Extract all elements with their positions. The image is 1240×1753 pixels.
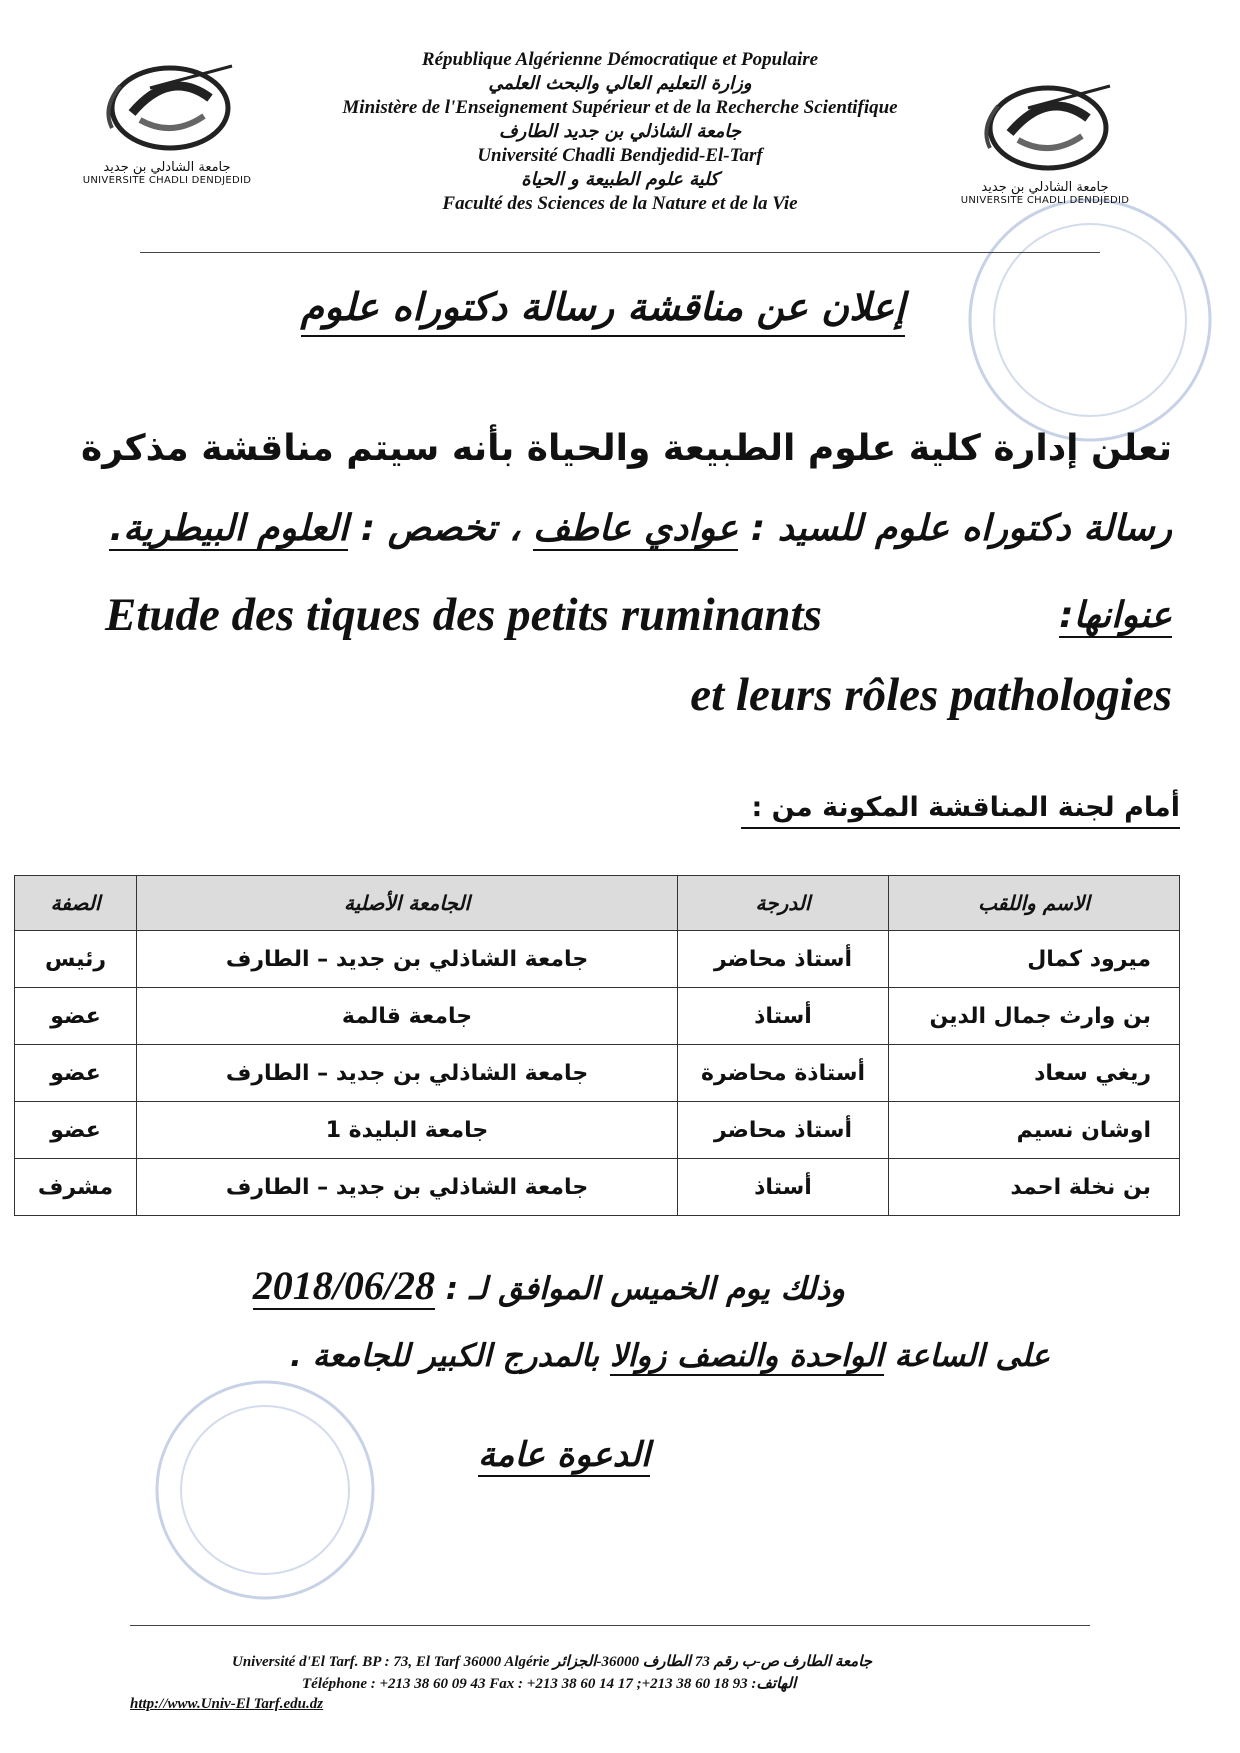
- ministry-french: Ministère de l'Enseignement Supérieur et de la Recherche Scientifique: [342, 97, 898, 118]
- university-arabic: جامعة الشاذلي بن جديد الطارف: [498, 121, 741, 142]
- table-header-row: [15, 876, 1180, 931]
- faculty-arabic: كلية علوم الطبيعة و الحياة: [521, 169, 719, 190]
- defense-location: بالمدرج الكبير للجامعة .: [290, 1338, 600, 1374]
- footer-phones: Téléphone : +213 38 60 09 43 Fax : +213 38 60 14 17 ;+213 38 60 18 93 :الهاتف: [302, 1676, 797, 1692]
- thesis-title-label: [1059, 595, 1172, 636]
- header-role: الصفة: [15, 876, 137, 931]
- thesis-title-line-2: et leurs rôles pathologies: [690, 669, 1172, 721]
- faculty-french: Faculté des Sciences de la Nature et de la Vie: [442, 193, 798, 214]
- member-grade: أستاذ محاضر: [678, 1102, 889, 1159]
- address-arabic: جامعة الطارف ص-ب رقم 73 الطارف 36000-الجزائر: [553, 1654, 873, 1670]
- member-role: رئيس: [15, 931, 137, 988]
- logo-left-arabic: جامعة الشادلي بن جديد: [103, 160, 231, 175]
- letterhead: [300, 48, 940, 216]
- footer-address: [232, 1652, 872, 1671]
- member-grade: أستاذ محاضر: [678, 931, 889, 988]
- logo-right-french: UNIVERSITE CHADLI DENDJEDID: [960, 195, 1130, 206]
- university-emblem-icon: [970, 78, 1120, 178]
- line-2-mid: ، تخصص :: [360, 508, 521, 549]
- member-role: عضو: [15, 1045, 137, 1102]
- member-role: عضو: [15, 1102, 137, 1159]
- table-row: [15, 1102, 1180, 1159]
- member-grade: أستاذ: [678, 988, 889, 1045]
- ministry-arabic: وزارة التعليم العالي والبحث العلمي: [488, 73, 752, 94]
- defense-time: الواحدة والنصف زوالا: [609, 1338, 884, 1374]
- member-name: اوشان نسيم: [889, 1102, 1180, 1159]
- time-prefix: على الساعة: [894, 1338, 1050, 1374]
- member-university: جامعة البليدة 1: [137, 1102, 678, 1159]
- committee-table: [14, 875, 1180, 1216]
- defense-time-line: [290, 1338, 1050, 1374]
- university-emblem-icon: [92, 58, 242, 158]
- announcement-line-1: تعلن إدارة كلية علوم الطبيعة والحياة بأنه سيتم مناقشة مذكرة: [81, 428, 1172, 469]
- candidate-name: عوادي عاطف: [533, 508, 739, 549]
- republic-name: République Algérienne Démocratique et Populaire: [421, 49, 819, 70]
- announcement-title: إعلان عن مناقشة رسالة دكتوراه علوم: [301, 285, 905, 337]
- member-name: ريغي سعاد: [889, 1045, 1180, 1102]
- header-grade: الدرجة: [678, 876, 889, 931]
- defense-date-line: [253, 1262, 845, 1309]
- table-row: [15, 1045, 1180, 1102]
- date-prefix: وذلك يوم الخميس الموافق لـ :: [445, 1271, 845, 1307]
- member-university: جامعة الشاذلي بن جديد – الطارف: [137, 1159, 678, 1216]
- title-label: عنوانها:: [1059, 595, 1172, 636]
- university-logo-left: [72, 58, 262, 186]
- member-university: جامعة الشاذلي بن جديد – الطارف: [137, 1045, 678, 1102]
- university-french: Université Chadli Bendjedid-El-Tarf: [477, 145, 763, 166]
- stamp-bottom-left-icon: [145, 1370, 385, 1610]
- public-invitation: الدعوة عامة: [478, 1435, 651, 1475]
- stamp-top-right-icon: [955, 185, 1225, 455]
- university-logo-right: [950, 78, 1140, 206]
- member-role: مشرف: [15, 1159, 137, 1216]
- table-row: [15, 1159, 1180, 1216]
- university-website-link[interactable]: http://www.Univ-El Tarf.edu.dz: [130, 1696, 324, 1712]
- member-name: ميرود كمال: [889, 931, 1180, 988]
- logo-right-arabic: جامعة الشادلي بن جديد: [981, 180, 1109, 195]
- member-university: جامعة الشاذلي بن جديد – الطارف: [137, 931, 678, 988]
- table-row: [15, 931, 1180, 988]
- footer-divider: [130, 1625, 1090, 1626]
- specialty: العلوم البيطرية.: [109, 508, 349, 549]
- header-university: الجامعة الأصلية: [137, 876, 678, 931]
- header-name: الاسم واللقب: [889, 876, 1180, 931]
- thesis-title-line-1: Etude des tiques des petits ruminants: [105, 589, 822, 641]
- announcement-line-2: [109, 508, 1172, 549]
- address-french: Université d'El Tarf. BP : 73, El Tarf 36000 Algérie: [232, 1654, 550, 1670]
- member-role: عضو: [15, 988, 137, 1045]
- logo-left-french: UNIVERSITE CHADLI DENDJEDID: [82, 175, 252, 186]
- line-2-prefix: رسالة دكتوراه علوم للسيد :: [750, 508, 1172, 549]
- member-grade: أستاذة محاضرة: [678, 1045, 889, 1102]
- defense-date: 2018/06/28: [252, 1263, 435, 1308]
- header-divider: [140, 252, 1100, 253]
- member-name: بن نخلة احمد: [889, 1159, 1180, 1216]
- member-university: جامعة قالمة: [137, 988, 678, 1045]
- table-row: [15, 988, 1180, 1045]
- member-name: بن وارث جمال الدين: [889, 988, 1180, 1045]
- committee-label: أمام لجنة المناقشة المكونة من :: [741, 792, 1180, 829]
- member-grade: أستاذ: [678, 1159, 889, 1216]
